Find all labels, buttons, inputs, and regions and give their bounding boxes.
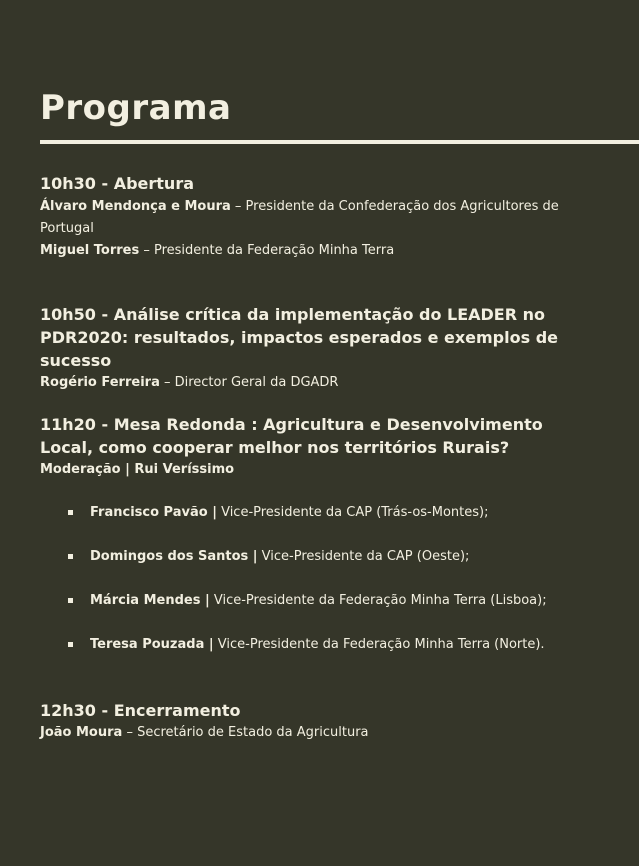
panel-list [66,502,606,678]
list-item [66,634,606,678]
moderation-line [40,459,600,481]
moderation-label: Moderação | Rui Veríssimo [40,462,235,477]
session-leader-analysis [40,303,600,394]
bullet-square-icon [68,510,73,515]
speaker-role: – Director Geral da DGADR [159,375,339,390]
session-heading: 10h50 - Análise crítica da implementação do LEADER no PDR2020: resultados, impactos esperados e exemplos de sucesso [40,305,559,370]
session-encerramento [40,699,600,744]
bullet-square-icon [68,598,73,603]
list-item [66,546,606,590]
bullet-square-icon [68,642,73,647]
speaker-line [40,240,600,262]
session-mesa-redonda [40,413,600,481]
session-heading: 10h30 - Abertura [40,174,195,193]
panelist-name: Domingos dos Santos | [90,549,258,564]
session-abertura [40,172,600,262]
panelist-name: Teresa Pouzada | [90,637,214,652]
list-item [66,590,606,634]
speaker-role: – Presidente da Federação Minha Terra [139,243,395,258]
speaker-name: Rogério Ferreira [40,375,160,390]
bullet-square-icon [68,554,73,559]
speaker-name: Miguel Torres [40,243,140,258]
panelist-role: Vice-Presidente da CAP (Trás-os-Montes); [216,505,489,520]
speaker-line [40,196,600,240]
panelist-name: Francisco Pavão | [90,505,217,520]
panelist-name: Márcia Mendes | [90,593,210,608]
session-heading: 11h20 - Mesa Redonda : Agricultura e Desenvolvimento Local, como cooperar melhor nos territórios Rurais? [40,415,543,457]
page-title: Programa [40,88,232,128]
session-heading: 12h30 - Encerramento [40,701,241,720]
panelist-role: Vice-Presidente da Federação Minha Terra (Norte). [213,637,545,652]
list-item [66,502,606,546]
panelist-role: Vice-Presidente da CAP (Oeste); [257,549,470,564]
speaker-role: – Secretário de Estado da Agricultura [122,725,369,740]
speaker-role: – Presidente da Confederação dos Agricultores de Portugal [40,199,559,236]
speaker-name: João Moura [40,725,123,740]
speaker-line [40,372,600,394]
speaker-line [40,722,600,744]
speaker-name: Álvaro Mendonça e Moura [40,199,231,214]
title-divider [40,140,639,144]
panelist-role: Vice-Presidente da Federação Minha Terra (Lisboa); [209,593,547,608]
